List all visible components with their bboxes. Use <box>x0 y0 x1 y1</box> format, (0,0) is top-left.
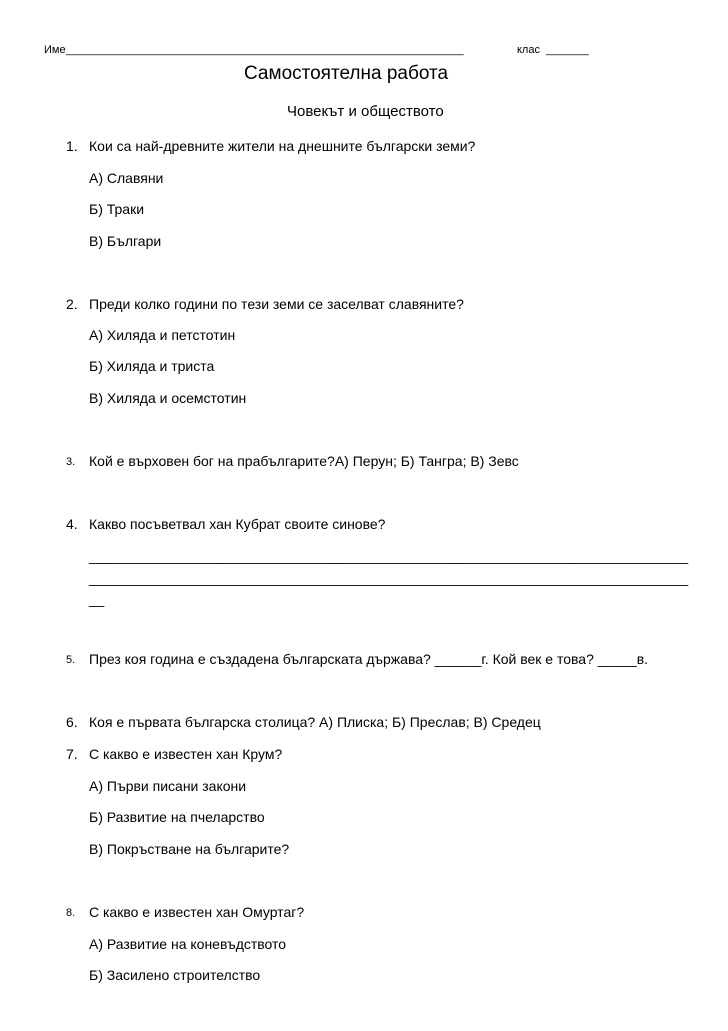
page-subtitle: Човекът и обществото <box>287 103 444 120</box>
answer-option[interactable]: А) Хиляда и петстотин <box>89 327 236 343</box>
answer-option[interactable]: А) Развитие на коневъдството <box>89 936 287 952</box>
answer-option[interactable]: В) Хиляда и осемстотин <box>89 390 247 406</box>
answer-option[interactable]: Б) Хиляда и триста <box>89 358 215 374</box>
answer-option[interactable]: В) Българи <box>89 233 162 249</box>
answer-line[interactable]: __ <box>89 591 104 607</box>
answer-option[interactable]: Б) Развитие на пчеларство <box>89 809 265 825</box>
answer-option[interactable]: А) Първи писани закони <box>89 778 247 794</box>
question-text: През коя година е създадена българската държава? ______г. Кой век е това? _____в. <box>89 651 649 667</box>
question-number: 7. <box>66 746 78 762</box>
class-blank[interactable]: _______ <box>546 44 589 56</box>
answer-option[interactable]: В) Покръстване на българите? <box>89 841 290 857</box>
question-text: Какво посъветвал хан Кубрат своите синове? <box>89 516 386 532</box>
question-text: С какво е известен хан Омуртаг? <box>89 904 305 920</box>
question-number: 3. <box>66 456 76 468</box>
question-text: Кой е върховен бог на прабългарите?А) Перун; Б) Тангра; В) Зевс <box>89 453 519 469</box>
question-text: Кои са най-древните жители на днешните български земи? <box>89 138 476 154</box>
question-number: 2. <box>66 296 78 312</box>
answer-line[interactable]: ________________________________________________________________________________ <box>89 548 688 564</box>
class-label: клас <box>517 44 540 56</box>
page-title: Самостоятелна работа <box>244 63 449 84</box>
answer-option[interactable]: Б) Засилено строителство <box>89 967 261 983</box>
answer-option[interactable]: А) Славяни <box>89 170 164 186</box>
question-number: 8. <box>66 907 76 919</box>
answer-option[interactable]: Б) Траки <box>89 201 145 217</box>
question-number: 1. <box>66 138 78 154</box>
question-number: 6. <box>66 714 78 730</box>
name-label: Име <box>44 44 66 56</box>
name-blank[interactable]: _________________________________________________________________ <box>66 44 464 56</box>
answer-line[interactable]: ________________________________________________________________________________ <box>89 570 688 586</box>
question-number: 4. <box>66 516 78 532</box>
question-text: Преди колко години по тези земи се заселват славяните? <box>89 296 464 312</box>
question-text: Коя е първата българска столица? А) Плиска; Б) Преслав; В) Средец <box>89 714 541 730</box>
question-text: С какво е известен хан Крум? <box>89 746 283 762</box>
question-number: 5. <box>66 654 76 666</box>
